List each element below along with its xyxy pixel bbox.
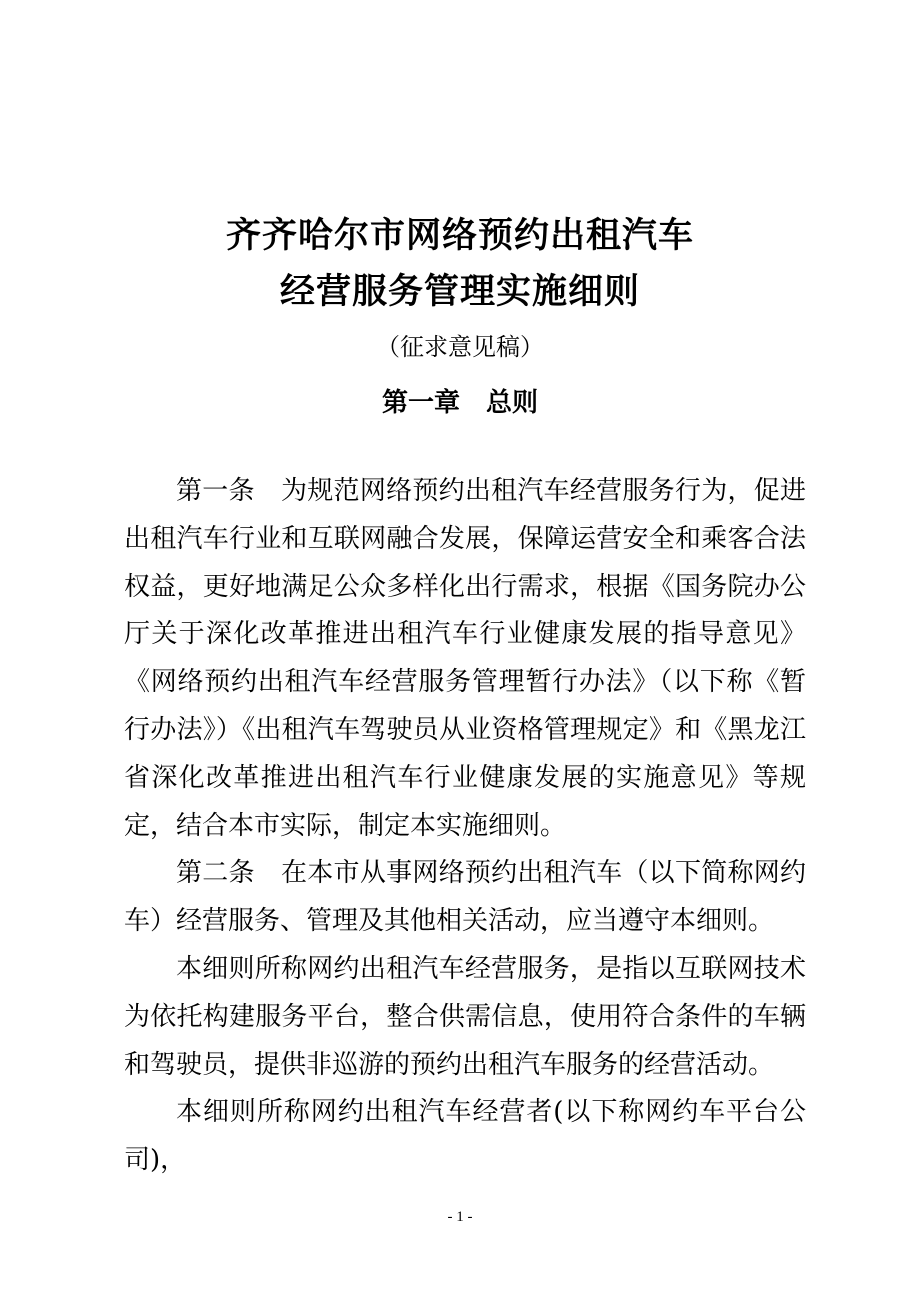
- page-number: - 1 -: [447, 1209, 473, 1225]
- article-1-paragraph: 第一条 为规范网络预约出租汽车经营服务行为，促进出租汽车行业和互联网融合发展，保障运营安全和乘客合法权益，更好地满足公众多样化出行需求，根据《国务院办公厅关于深化改革推进出租汽车行业健康发展的指导意见》《网络预约出租汽车经营服务管理暂行办法》（以下称《暂行办法》）《出租汽车驾驶员从业资格管理规定》和《黑龙江省深化改革推进出租汽车行业健康发展的实施意见》等规定，结合本市实际，制定本实施细则。: [124, 476, 806, 841]
- article-2-paragraph: 第二条 在本市从事网络预约出租汽车（以下简称网约车）经营服务、管理及其他相关活动，应当遵守本细则。: [124, 858, 806, 937]
- document-body: [124, 468, 806, 1185]
- definition-operator-paragraph: 本细则所称网约出租汽车经营者(以下称网约车平台公司)，: [124, 1097, 806, 1176]
- document-title-line-1: 齐齐哈尔市网络预约出租汽车: [225, 216, 694, 256]
- definition-service-paragraph: 本细则所称网约出租汽车经营服务，是指以互联网技术为依托构建服务平台，整合供需信息，使用符合条件的车辆和驾驶员，提供非巡游的预约出租汽车服务的经营活动。: [124, 953, 806, 1080]
- chapter-heading: 第一章 总则: [381, 388, 538, 418]
- document-title-line-2: 经营服务管理实施细则: [279, 272, 640, 312]
- document-subtitle: （征求意见稿）: [376, 333, 544, 361]
